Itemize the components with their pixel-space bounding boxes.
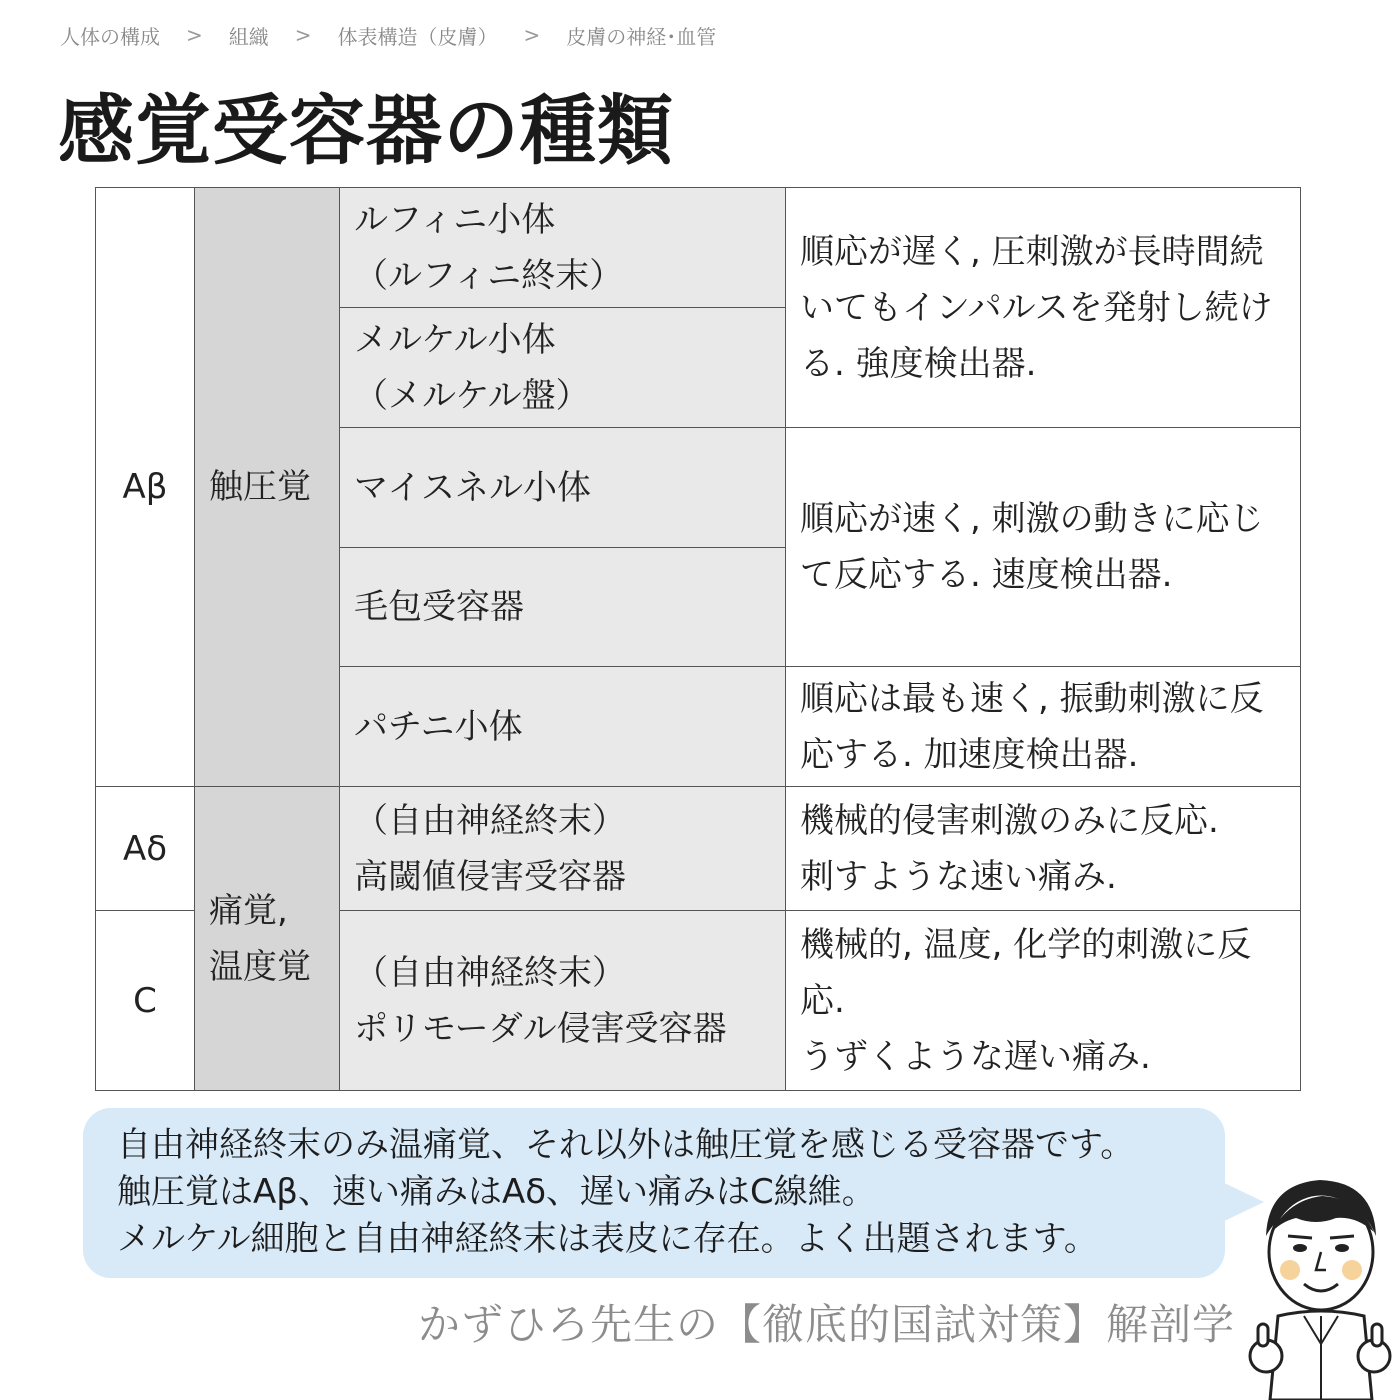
description-cell: 機械的, 温度, 化学的刺激に反応. うずくような遅い痛み. <box>786 911 1301 1091</box>
receptor-cell: パチニ小体 <box>340 667 786 787</box>
breadcrumb-item[interactable]: 皮膚の神経･血管 <box>566 24 717 49</box>
breadcrumb-separator: > <box>294 23 312 47</box>
table-row <box>96 787 1301 911</box>
description-cell: 順応が速く, 刺激の動きに応じて反応する. 速度検出器. <box>786 428 1301 667</box>
breadcrumb-separator: > <box>186 23 203 47</box>
receptor-cell: （自由神経終末） 高閾値侵害受容器 <box>340 787 786 911</box>
receptor-table <box>95 187 1301 1091</box>
breadcrumb-item[interactable]: 体表構造（皮膚） <box>337 24 498 49</box>
description-cell: 順応は最も速く, 振動刺激に反応する. 加速度検出器. <box>786 667 1301 787</box>
sensation-cell: 触圧覚 <box>195 188 340 787</box>
breadcrumb-item[interactable]: 人体の構成 <box>60 24 160 49</box>
description-cell: 順応が遅く, 圧刺激が長時間続いてもインパルスを発射し続ける. 強度検出器. <box>786 188 1301 428</box>
receptor-cell: メルケル小体 （メルケル盤） <box>340 308 786 428</box>
page-title: 感覚受容器の種類 <box>58 86 674 175</box>
breadcrumb-item[interactable]: 組織 <box>228 24 269 49</box>
receptor-cell: ルフィニ小体 （ルフィニ終末） <box>340 188 786 308</box>
speech-bubble <box>83 1108 1225 1278</box>
fiber-type-cell: Aδ <box>96 787 195 911</box>
breadcrumb <box>60 20 716 50</box>
fiber-type-cell: C <box>96 911 195 1091</box>
receptor-cell: 毛包受容器 <box>340 548 786 667</box>
sensation-cell: 痛覚, 温度覚 <box>195 787 340 1091</box>
breadcrumb-separator: > <box>523 23 541 47</box>
receptor-cell: マイスネル小体 <box>340 428 786 548</box>
teacher-avatar-icon <box>1238 1166 1400 1400</box>
table-row <box>96 188 1301 308</box>
fiber-type-cell: Aβ <box>96 188 195 787</box>
speech-bubble-text: 自由神経終末のみ温痛覚、それ以外は触圧覚を感じる受容器です。 触圧覚はAβ、速い痛みはAδ、遅い痛みはC線維。 メルケル細胞と自由神経終末は表皮に存在。よく出題されます。 <box>117 1125 1135 1259</box>
footer-brand: かずひろ先生の【徹底的国試対策】解剖学 <box>418 1300 1236 1349</box>
receptor-cell: （自由神経終末） ポリモーダル侵害受容器 <box>340 911 786 1091</box>
description-cell: 機械的侵害刺激のみに反応. 刺すような速い痛み. <box>786 787 1301 911</box>
